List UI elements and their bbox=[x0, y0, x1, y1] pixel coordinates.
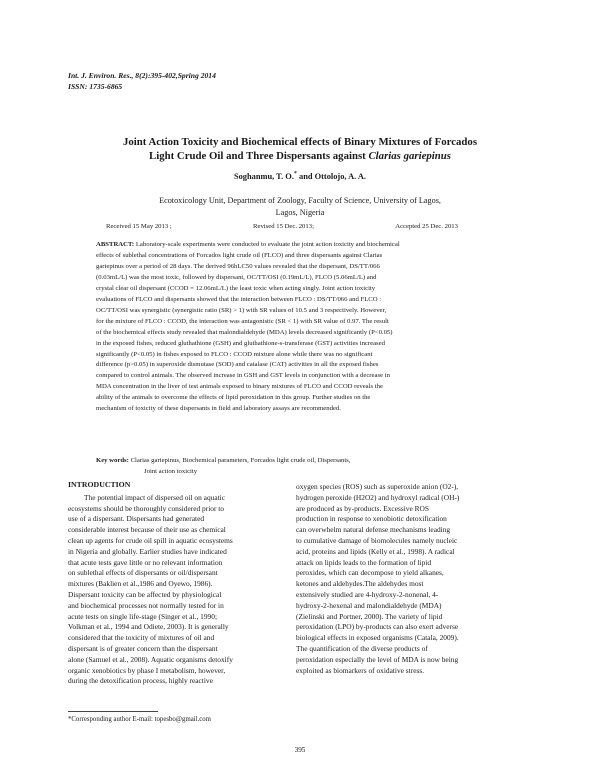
affiliation-line-2: Lagos, Nigeria bbox=[275, 207, 325, 217]
body-line: considered that the toxicity of mixtures of oil and bbox=[68, 633, 215, 643]
abstract-line: OC/TT/OSI was synergistic (synergistic ratio (SR) > 1) with SR values of 10.5 and 3 respectively. However, bbox=[96, 306, 387, 314]
body-line: to cumulative damage of biomolecules namely nucleic bbox=[296, 535, 458, 545]
body-line: organic xenobiotics by phase I metabolism, however, bbox=[68, 665, 226, 675]
abstract-line: compared to control animals. The observed increase in GSH and GST levels in conjunction with a decrease in bbox=[96, 372, 390, 380]
abstract-line: crystal clear oil dispersant (CCOD = 12.06mL/L) the least toxic when acting singly. Joint action toxicity bbox=[96, 284, 376, 292]
body-line: ecosystems should be thoroughly considered prior to bbox=[68, 503, 224, 513]
body-line: extensively studied are 4-hydroxy-2-nonenal, 4- bbox=[296, 589, 439, 599]
body-line: mixtures (Baklien et al.,1986 and Oyewo, 1986). bbox=[68, 579, 213, 589]
keywords-label: Key words: bbox=[96, 457, 129, 464]
body-line: The quantification of the diverse products of bbox=[296, 643, 428, 653]
keywords-line-1: Key words: Clarias gariepinus, Biochemical parameters, Forcados light crude oil, Dispersants, bbox=[96, 457, 351, 464]
corresponding-author-footnote: *Corresponding author E-mail: topesbo@gmail.com bbox=[68, 716, 211, 723]
body-line: that acute tests gave little or no relevant information bbox=[68, 557, 223, 567]
body-line: peroxidation especially the level of MDA is now being bbox=[296, 654, 459, 664]
abstract-line: in the exposed fishes, reduced gluthathione (GSH) and gluthathione-s-transferase (GST) activities increased bbox=[96, 339, 385, 347]
intro-left-column bbox=[68, 480, 287, 687]
body-line: biological effects in exposed organisms (Catala, 2009). bbox=[296, 633, 459, 643]
body-line: acid, proteins and lipids (Kelly et al., 1998). A radical bbox=[296, 546, 455, 556]
title-line-2 bbox=[60, 150, 540, 164]
body-line: attack on lipids leads to the formation of lipid bbox=[296, 557, 432, 567]
abstract bbox=[96, 240, 470, 415]
abstract-line: difference (p>0.05) in superoxide dismutase (SOD) and catalase (CAT) activities in all the exposed fishes bbox=[96, 361, 379, 369]
date-received: Received 15 May 2013 ; bbox=[106, 223, 172, 230]
abstract-line: for the mixture of FLCO : CCOD, the interaction was antagonistic (SR < 1) with SR value of 0.97. The result bbox=[96, 317, 389, 325]
body-line: hydrogen peroxide (H2O2) and hydroxyl radical (OH-) bbox=[296, 492, 460, 502]
abstract-line: significantly (P<0.05) in fishes exposed to FLCO : CCOD mixture alone while there was no significant bbox=[96, 350, 373, 358]
body-line: production in response to xenobiotic detoxification bbox=[296, 514, 447, 524]
keywords-line-2: Joint action toxicity bbox=[144, 468, 198, 475]
affiliation bbox=[100, 195, 500, 218]
journal-header bbox=[68, 70, 216, 92]
abstract-line: evaluations of FLCO and dispersants showed that the interaction between FLCO : DS/TT/066 and FLCO : bbox=[96, 295, 382, 303]
authors bbox=[60, 171, 540, 181]
corresponding-mark: * bbox=[293, 171, 297, 177]
abstract-line: gariepinus over a period of 28 days. The derived 96hLC50 values revealed that the dispersant, DS/TT/066 bbox=[96, 262, 380, 270]
body-line: dispersant is of greater concern than the dispersant bbox=[68, 643, 218, 653]
body-line: (Zielinski and Portner, 2000). The variety of lipid bbox=[296, 611, 443, 621]
title-line-2-main: Light Crude Oil and Three Dispersants against bbox=[149, 149, 369, 162]
footnote-divider bbox=[68, 711, 158, 712]
body-line: ketones and aldehydes.The aldehydes most bbox=[296, 579, 424, 589]
body-line: hydroxy-2-hexenal and malondialdehyde (MDA) bbox=[296, 600, 442, 610]
body-line: oxygen species (ROS) such as superoxide anion (O2-), bbox=[296, 482, 459, 491]
affiliation-line-1: Ecotoxicology Unit, Department of Zoology, Faculty of Science, University of Lagos, bbox=[159, 196, 441, 205]
intro-heading: INTRODUCTION bbox=[68, 480, 131, 489]
date-revised: Revised 15 Dec. 2013; bbox=[253, 223, 314, 230]
abstract-line: (0.03mL/L) was the most toxic, followed by dispersant, OC/TT/OSI (0.19mL/L), FLCO (5.06mL/L) and bbox=[96, 273, 377, 281]
body-line: Volkman et al., 1994 and Odiete, 2003). It is generally bbox=[68, 622, 229, 632]
abstract-line: ability of the animals to overcome the effects of lipid peroxidation in this group. Further studies on the bbox=[96, 394, 371, 402]
body-line: can overwhelm natural defense mechanisms leading bbox=[296, 525, 451, 535]
abstract-line: MDA concentration in the liver of test animals exposed to binary mixtures of FLCO and CCOD reveals the bbox=[96, 383, 383, 391]
author-second: and Ottolojo, A. A. bbox=[296, 171, 367, 181]
body-line: peroxidation (LPO) by-products can also exert adverse bbox=[296, 622, 459, 632]
date-accepted: Accepted 25 Dec. 2013 bbox=[395, 223, 458, 230]
intro-right-column bbox=[296, 482, 515, 676]
abstract-line: effects of sublethal concentrations of Forcados light crude oil (FLCO) and three dispersants against Clarias bbox=[96, 251, 383, 259]
title-line-1: Joint Action Toxicity and Biochemical effects of Binary Mixtures of Forcados bbox=[122, 136, 478, 148]
keywords bbox=[96, 455, 456, 477]
body-line: use of a dispersant. Dispersants had generated bbox=[68, 514, 205, 524]
body-line: in Nigeria and globally. Earlier studies have indicated bbox=[68, 546, 227, 556]
body-line: acute tests on single life-stage (Singer et al., 1990; bbox=[68, 611, 218, 621]
paper-title bbox=[60, 136, 540, 163]
body-line: alone (Samuel et al., 2008). Aquatic organisms detoxify bbox=[68, 654, 233, 664]
page-number: 395 bbox=[294, 746, 306, 754]
journal-citation: Int. J. Environ. Res., 8(2):395-402,Spring 2014 bbox=[68, 71, 216, 80]
author-first: Soghanmu, T. O. bbox=[233, 171, 294, 181]
body-line: on sublethal effects of dispersants or oil/dispersant bbox=[68, 568, 218, 578]
body-line: Dispersant toxicity can be affected by physiological bbox=[68, 589, 222, 599]
body-line: peroxides, which can decompose to yield alkanes, bbox=[296, 568, 444, 578]
body-line: are produced as by-products. Excessive ROS bbox=[296, 503, 429, 513]
journal-issn: ISSN: 1735-6865 bbox=[68, 82, 123, 91]
abstract-line: ABSTRACT: Laboratory-scale experiments were conducted to evaluate the joint action toxicity and biochemical bbox=[96, 241, 400, 248]
abstract-line: of the biochemical effects study revealed that malondialdehyde (MDA) levels decreased significantly (P<0.05) bbox=[96, 328, 393, 336]
body-line: considerable interest because of their use as chemical bbox=[68, 525, 226, 535]
abstract-line: mechanism of toxicity of these dispersants in field and laboratory assays are recommended. bbox=[96, 405, 341, 413]
body-line: The potential impact of dispersed oil on aquatic bbox=[84, 492, 225, 502]
body-line: and biochemical processes not normally tested for in bbox=[68, 600, 224, 610]
body-line: during the detoxification process, highly reactive bbox=[68, 676, 213, 686]
title-species: Clarias gariepinus bbox=[368, 149, 451, 162]
body-line: exploited as biomarkers of oxidative stress. bbox=[296, 665, 425, 675]
body-line: clean up agents for crude oil spill in aquatic ecosystems bbox=[68, 535, 233, 545]
submission-dates bbox=[106, 223, 458, 230]
abstract-label: ABSTRACT: bbox=[96, 241, 135, 248]
